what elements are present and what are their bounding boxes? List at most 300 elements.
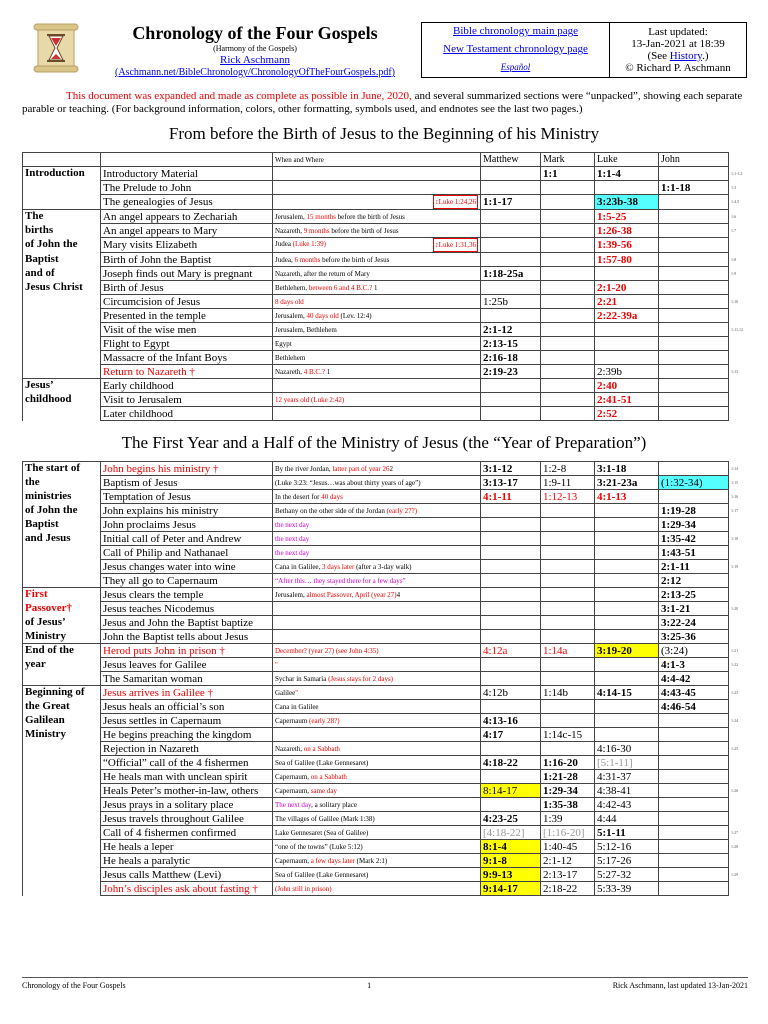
when-where-cell xyxy=(273,351,481,365)
group-label-cell: End of the xyxy=(23,644,101,658)
table-row xyxy=(23,281,747,295)
footnote-marker: 1:17 xyxy=(731,507,739,513)
header-luke: Luke xyxy=(595,153,659,167)
matthew-ref-cell xyxy=(481,379,541,393)
when-where-text: Bethlehem, xyxy=(275,283,309,292)
group-label-cell: births xyxy=(23,224,101,238)
john-ref-cell xyxy=(659,770,729,784)
when-where-text: Sychar in Samaria xyxy=(275,674,329,683)
table-row xyxy=(23,504,747,518)
luke-ref-cell: 4:44 xyxy=(595,812,659,826)
last-updated: Last updated: 13-Jan-2021 at 18:39 (See History.) © Richard P. Aschmann xyxy=(625,26,731,74)
group-label-cell xyxy=(23,798,101,812)
when-where-highlight: on a Sabbath xyxy=(310,772,347,781)
when-where-text: Capernaum, xyxy=(275,772,311,781)
table-row xyxy=(23,882,747,896)
john-ref-cell xyxy=(659,784,729,798)
when-where-highlight: 9 months xyxy=(303,226,330,235)
footnote-marker xyxy=(729,616,747,630)
john-ref-cell xyxy=(659,309,729,323)
mark-ref-cell xyxy=(541,337,595,351)
john-ref-cell: 4:43-45 xyxy=(659,686,729,700)
table-row xyxy=(23,630,747,644)
chronology-table-2 xyxy=(22,461,747,896)
john-ref-cell xyxy=(659,462,729,476)
event-cell: Rejection in Nazareth xyxy=(101,742,273,756)
event-cell: Flight to Egypt xyxy=(101,337,273,351)
table-row xyxy=(23,700,747,714)
event-cell: Call of 4 fishermen confirmed xyxy=(101,826,273,840)
matthew-ref-cell: 9:9-13 xyxy=(481,868,541,882)
footnote-marker xyxy=(729,756,747,770)
history-link[interactable]: History xyxy=(669,50,703,62)
table-row xyxy=(23,518,747,532)
table-row xyxy=(23,714,747,728)
when-where-text-2: 1 xyxy=(324,367,331,376)
event-cell: Jesus settles in Capernaum xyxy=(101,714,273,728)
when-where-highlight: December? (year 27) (see John 4:35) xyxy=(275,646,379,655)
luke-ref-cell: 5:33-39 xyxy=(595,882,659,896)
event-cell: He heals a leper xyxy=(101,840,273,854)
footnote-marker xyxy=(729,630,747,644)
when-where-cell xyxy=(273,365,481,379)
table-row xyxy=(23,672,747,686)
event-cell: John’s disciples ask about fasting † xyxy=(101,882,273,896)
john-ref-cell xyxy=(659,379,729,393)
spanish-link[interactable]: Español xyxy=(500,62,531,72)
event-cell: Mary visits Elizabeth xyxy=(101,238,273,253)
table-row xyxy=(23,770,747,784)
group-label-cell xyxy=(23,365,101,379)
matthew-ref-cell xyxy=(481,224,541,238)
luke-ref-cell: 4:1-13 xyxy=(595,490,659,504)
mark-ref-cell: 1:2-8 xyxy=(541,462,595,476)
matthew-ref-cell xyxy=(481,407,541,421)
nt-page-link[interactable]: New Testament chronology page xyxy=(443,43,588,55)
footnote-marker: 1:6 xyxy=(731,213,737,219)
table-row xyxy=(23,602,747,616)
matthew-ref-cell xyxy=(481,281,541,295)
when-where-highlight: (Luke 1:39) xyxy=(292,240,326,248)
footnote-marker xyxy=(729,407,747,421)
author-link[interactable]: Rick Aschmann xyxy=(220,54,290,66)
group-label-cell: Ministry xyxy=(23,728,101,742)
when-where-highlight: (Jesus stays for 2 days) xyxy=(328,674,394,683)
john-ref-cell: 4:4-42 xyxy=(659,672,729,686)
mark-ref-cell xyxy=(541,195,595,210)
mark-ref-cell xyxy=(541,267,595,281)
when-where-highlight: 40 days old xyxy=(306,311,339,320)
footnote-marker: 1:13 xyxy=(731,368,739,374)
when-where-text-2: 4 xyxy=(396,590,401,599)
page-footer xyxy=(22,977,748,990)
mark-ref-cell: 2:18-22 xyxy=(541,882,595,896)
mark-ref-cell: 2:1-12 xyxy=(541,854,595,868)
table-row xyxy=(23,407,747,421)
footnote-marker: 1:23 xyxy=(731,689,739,695)
luke-ref-cell: 4:16-30 xyxy=(595,742,659,756)
when-where-cell xyxy=(273,700,481,714)
group-label-cell: Baptist xyxy=(23,253,101,267)
john-ref-cell: 2:13-25 xyxy=(659,588,729,602)
mark-ref-cell xyxy=(541,224,595,238)
matthew-ref-cell: 8:1-4 xyxy=(481,840,541,854)
footnote-marker: 1:14 xyxy=(731,465,739,471)
when-where-cell xyxy=(273,462,481,476)
group-label-cell: Jesus Christ xyxy=(23,281,101,295)
john-ref-cell xyxy=(659,714,729,728)
luke-ref-cell: 5:27-32 xyxy=(595,868,659,882)
luke-ref-cell: 4:42-43 xyxy=(595,798,659,812)
chronology-table-1 xyxy=(22,152,747,421)
mark-ref-cell xyxy=(541,602,595,616)
matthew-ref-cell: 4:1-11 xyxy=(481,490,541,504)
when-where-cell xyxy=(273,518,481,532)
mark-ref-cell xyxy=(541,281,595,295)
pdf-url-link[interactable]: (Aschmann.net/BibleChronology/ChronologyOfTheFourGospels.pdf) xyxy=(115,67,395,78)
john-ref-cell xyxy=(659,756,729,770)
when-where-highlight: " xyxy=(275,660,278,669)
footnote-marker: 1:27 xyxy=(731,829,739,835)
john-ref-cell xyxy=(659,323,729,337)
group-label-cell xyxy=(23,195,101,210)
footer-page-number: 1 xyxy=(367,981,372,990)
luke-ref-cell xyxy=(595,728,659,742)
footnote-marker xyxy=(729,700,747,714)
group-label-cell: and Jesus xyxy=(23,532,101,546)
when-where-highlight: 40 days xyxy=(321,492,343,501)
matthew-ref-cell xyxy=(481,238,541,253)
mark-ref-cell xyxy=(541,672,595,686)
group-label-cell: Galilean xyxy=(23,714,101,728)
when-where-text: Galilee xyxy=(275,688,296,697)
footnote-marker xyxy=(729,337,747,351)
section2-title: The First Year and a Half of the Ministry of Jesus (the “Year of Preparation”) xyxy=(121,433,647,452)
group-label-cell: of John the xyxy=(23,504,101,518)
mark-ref-cell xyxy=(541,560,595,574)
luke-ref-cell: 1:39-56 xyxy=(595,238,659,253)
matthew-ref-cell: 1:25b xyxy=(481,295,541,309)
luke-ref-cell xyxy=(595,658,659,672)
john-ref-cell: 3:25-36 xyxy=(659,630,729,644)
when-where-text: Nazareth, after the return of Mary xyxy=(275,269,370,278)
john-ref-cell: 4:46-54 xyxy=(659,700,729,714)
when-where-highlight: " xyxy=(295,688,299,697)
john-ref-cell: 1:1-18 xyxy=(659,181,729,195)
when-where-sequence: the next day xyxy=(275,534,310,543)
group-label-cell: Passover† xyxy=(23,602,101,616)
when-where-text: Jerusalem, xyxy=(275,311,307,320)
event-cell: Jesus and John the Baptist baptize xyxy=(101,616,273,630)
when-where-cell xyxy=(273,658,481,672)
footnote-marker: 1:15 xyxy=(731,479,739,485)
when-where-cell xyxy=(273,882,481,896)
when-where-text: Sea of Galilee (Lake Gennesaret) xyxy=(275,870,369,879)
when-where-cell xyxy=(273,588,481,602)
group-label-cell: of Jesus’ xyxy=(23,616,101,630)
group-label-cell xyxy=(23,826,101,840)
footnote-marker: 1:22 xyxy=(731,661,739,667)
group-label-cell xyxy=(23,840,101,854)
luke-ref-cell xyxy=(595,267,659,281)
mark-ref-cell xyxy=(541,616,595,630)
event-cell: Visit to Jerusalem xyxy=(101,393,273,407)
footnote-marker xyxy=(729,393,747,407)
mark-ref-cell xyxy=(541,351,595,365)
matthew-ref-cell: [4:18-22] xyxy=(481,826,541,840)
john-ref-cell: 3:1-21 xyxy=(659,602,729,616)
mark-ref-cell xyxy=(541,700,595,714)
when-where-highlight: (early 27?) xyxy=(386,506,418,515)
john-ref-cell xyxy=(659,295,729,309)
when-where-cell xyxy=(273,379,481,393)
when-where-cell xyxy=(273,337,481,351)
footnote-marker xyxy=(729,728,747,742)
when-where-cell xyxy=(273,224,481,238)
when-where-cell xyxy=(273,770,481,784)
event-cell: The Samaritan woman xyxy=(101,672,273,686)
group-label-cell: childhood xyxy=(23,393,101,407)
john-ref-cell xyxy=(659,812,729,826)
when-where-cell xyxy=(273,728,481,742)
links-box xyxy=(421,22,747,78)
mark-ref-cell xyxy=(541,532,595,546)
table-row xyxy=(23,462,747,476)
when-where-text: Cana in Galilee xyxy=(275,702,319,711)
table-row xyxy=(23,812,747,826)
header-mark: Mark xyxy=(541,153,595,167)
luke-ref-cell: 2:21 xyxy=(595,295,659,309)
when-where-text-2: (after a 3-day walk) xyxy=(354,562,412,571)
table-row xyxy=(23,686,747,700)
when-where-highlight: 6 months xyxy=(294,255,321,264)
john-ref-cell xyxy=(659,365,729,379)
page-title: Chronology of the Four Gospels xyxy=(132,23,378,43)
when-where-cell xyxy=(273,826,481,840)
group-label-cell xyxy=(23,854,101,868)
when-where-cell xyxy=(273,407,481,421)
mark-ref-cell: 1:14a xyxy=(541,644,595,658)
when-where-text: (Luke 3:23: “Jesus…was about thirty years of age”) xyxy=(275,478,421,487)
table-row xyxy=(23,616,747,630)
event-cell: Jesus travels throughout Galilee xyxy=(101,812,273,826)
matthew-ref-cell: 9:1-8 xyxy=(481,854,541,868)
footnote-marker: 1:9 xyxy=(731,270,737,276)
matthew-ref-cell: 4:17 xyxy=(481,728,541,742)
footnote-marker: 1:16 xyxy=(731,493,739,499)
section1-title: From before the Birth of Jesus to the Beginning of his Ministry xyxy=(168,124,600,143)
group-label-cell xyxy=(23,351,101,365)
luke-ref-cell xyxy=(595,616,659,630)
footnote-marker: 1:3 xyxy=(731,184,737,190)
john-ref-cell: 2:1-11 xyxy=(659,560,729,574)
group-label-cell xyxy=(23,756,101,770)
table-row xyxy=(23,379,747,393)
when-where-highlight: 15 months xyxy=(306,212,336,221)
footnote-marker: 1:24 xyxy=(731,717,739,723)
luke-ref-cell xyxy=(595,532,659,546)
event-cell: Baptism of Jesus xyxy=(101,476,273,490)
mark-ref-cell: 1:35-38 xyxy=(541,798,595,812)
when-where-text: Judea xyxy=(275,240,293,248)
group-label-cell xyxy=(23,742,101,756)
table-row xyxy=(23,323,747,337)
when-where-text: Cana in Galilee, xyxy=(275,562,323,571)
luke-ref-cell: 1:1-4 xyxy=(595,167,659,181)
group-label-cell xyxy=(23,546,101,560)
group-label-cell: the Great xyxy=(23,700,101,714)
luke-ref-cell: 1:5-25 xyxy=(595,210,659,224)
john-ref-cell xyxy=(659,882,729,896)
table-row xyxy=(23,658,747,672)
table-row xyxy=(23,854,747,868)
event-cell: Jesus arrives in Galilee † xyxy=(101,686,273,700)
event-cell: Early childhood xyxy=(101,379,273,393)
when-where-text-2: (Lev. 12:4) xyxy=(338,311,372,320)
when-where-cell xyxy=(273,602,481,616)
when-where-text: Bethlehem xyxy=(275,353,306,362)
luke-ref-cell: 3:19-20 xyxy=(595,644,659,658)
luke-ref-cell: 5:1-11 xyxy=(595,826,659,840)
table-row xyxy=(23,337,747,351)
header-matthew: Matthew xyxy=(481,153,541,167)
footnote-marker: 1:26 xyxy=(731,787,739,793)
mark-ref-cell xyxy=(541,546,595,560)
when-where-text: Egypt xyxy=(275,339,292,348)
event-cell: Herod puts John in prison † xyxy=(101,644,273,658)
john-ref-cell xyxy=(659,238,729,253)
when-where-cell xyxy=(273,756,481,770)
matthew-ref-cell: 1:18-25a xyxy=(481,267,541,281)
when-where-text-2: , a solitary place xyxy=(311,800,357,809)
mark-ref-cell: 1:40-45 xyxy=(541,840,595,854)
main-page-link[interactable]: Bible chronology main page xyxy=(453,25,578,37)
matthew-ref-cell: 4:18-22 xyxy=(481,756,541,770)
when-where-cell xyxy=(273,742,481,756)
luke-ref-cell: 3:21-23a xyxy=(595,476,659,490)
luke-ref-cell: 1:57-80 xyxy=(595,253,659,267)
matthew-ref-cell: 3:1-12 xyxy=(481,462,541,476)
matthew-ref-cell xyxy=(481,393,541,407)
john-ref-cell xyxy=(659,253,729,267)
matthew-ref-cell: 2:19-23 xyxy=(481,365,541,379)
when-where-cell xyxy=(273,672,481,686)
when-where-highlight: 8 days old xyxy=(275,297,304,306)
footnote-marker: 1:19 xyxy=(731,563,739,569)
matthew-ref-cell: 4:13-16 xyxy=(481,714,541,728)
mark-ref-cell xyxy=(541,323,595,337)
luke-ref-cell: 3:23b-38 xyxy=(595,195,659,210)
when-where-cell xyxy=(273,532,481,546)
luke-ref-cell: 4:38-41 xyxy=(595,784,659,798)
event-cell: Jesus teaches Nicodemus xyxy=(101,602,273,616)
when-where-cell xyxy=(273,714,481,728)
footnote-marker xyxy=(729,281,747,295)
john-ref-cell: 2:12 xyxy=(659,574,729,588)
event-cell: Joseph finds out Mary is pregnant xyxy=(101,267,273,281)
event-cell: Jesus prays in a solitary place xyxy=(101,798,273,812)
event-cell: Heals Peter’s mother-in-law, others xyxy=(101,784,273,798)
event-cell: Jesus changes water into wine xyxy=(101,560,273,574)
intro-paragraph: This document was expanded and made as complete as possible in June, 2020, and several summarized sections were “unpacked”, showing each separate parable or teaching. (For background information, colors, other formatting, symbols used, and endnotes see the last two pages.) xyxy=(22,90,743,115)
mark-ref-cell xyxy=(541,658,595,672)
event-cell: Presented in the temple xyxy=(101,309,273,323)
event-cell: Jesus heals an official’s son xyxy=(101,700,273,714)
footnote-marker: 1:28 xyxy=(731,843,739,849)
header-john: John xyxy=(659,153,729,167)
when-where-text: Jerusalem, xyxy=(275,212,307,221)
table-row xyxy=(23,253,747,267)
footnote-marker: 1:4,5 xyxy=(731,199,740,204)
when-where-cell xyxy=(273,546,481,560)
when-where-cell xyxy=(273,686,481,700)
table-row xyxy=(23,532,747,546)
when-where-cell xyxy=(273,798,481,812)
footnote-marker: 1:29 xyxy=(731,871,739,877)
table-row xyxy=(23,267,747,281)
when-where-sequence: The next day xyxy=(275,800,312,809)
header-when-where: When and Where xyxy=(273,153,481,167)
when-where-highlight: between 6 and 4 B.C.? xyxy=(308,283,373,292)
matthew-ref-cell: 1:1-17 xyxy=(481,195,541,210)
mark-ref-cell: 1:39 xyxy=(541,812,595,826)
when-where-text-2: 2 xyxy=(389,464,393,473)
header-group xyxy=(23,153,101,167)
table-header-row xyxy=(23,153,747,167)
group-label-cell: the xyxy=(23,476,101,490)
when-where-text-2: before the birth of Jesus xyxy=(320,255,390,264)
footnote-marker xyxy=(729,812,747,826)
matthew-ref-cell xyxy=(481,574,541,588)
mark-ref-cell xyxy=(541,393,595,407)
group-label-cell xyxy=(23,309,101,323)
event-cell: Initial call of Peter and Andrew xyxy=(101,532,273,546)
group-label-cell xyxy=(23,868,101,882)
when-where-cell xyxy=(273,295,481,309)
when-where-highlight: on a Sabbath xyxy=(303,744,340,753)
john-ref-cell xyxy=(659,267,729,281)
matthew-ref-cell xyxy=(481,630,541,644)
mark-ref-cell xyxy=(541,309,595,323)
table-row xyxy=(23,210,747,224)
luke-ref-cell xyxy=(595,700,659,714)
event-cell: An angel appears to Zechariah xyxy=(101,210,273,224)
when-where-cell xyxy=(273,281,481,295)
matthew-ref-cell: 2:1-12 xyxy=(481,323,541,337)
mark-ref-cell xyxy=(541,238,595,253)
footnote-marker xyxy=(729,770,747,784)
group-label-cell xyxy=(23,407,101,421)
when-where-cell xyxy=(273,644,481,658)
john-ref-cell xyxy=(659,728,729,742)
event-cell: The genealogies of Jesus xyxy=(101,195,273,210)
john-ref-cell xyxy=(659,826,729,840)
event-cell: Introductory Material xyxy=(101,167,273,181)
group-label-cell: Jesus’ xyxy=(23,379,101,393)
footnote-marker xyxy=(729,546,747,560)
when-where-text: Lake Gennesaret (Sea of Galilee) xyxy=(275,828,369,837)
event-cell: The Prelude to John xyxy=(101,181,273,195)
mark-ref-cell: 1:14c-15 xyxy=(541,728,595,742)
when-where-text: In the desert for xyxy=(275,492,322,501)
title-block xyxy=(100,22,410,79)
mark-ref-cell xyxy=(541,365,595,379)
table-row xyxy=(23,742,747,756)
group-label-cell: and of xyxy=(23,267,101,281)
luke-ref-cell: 3:1-18 xyxy=(595,462,659,476)
footer-left: Chronology of the Four Gospels xyxy=(22,981,126,990)
footnote-marker: 1:25 xyxy=(731,745,739,751)
